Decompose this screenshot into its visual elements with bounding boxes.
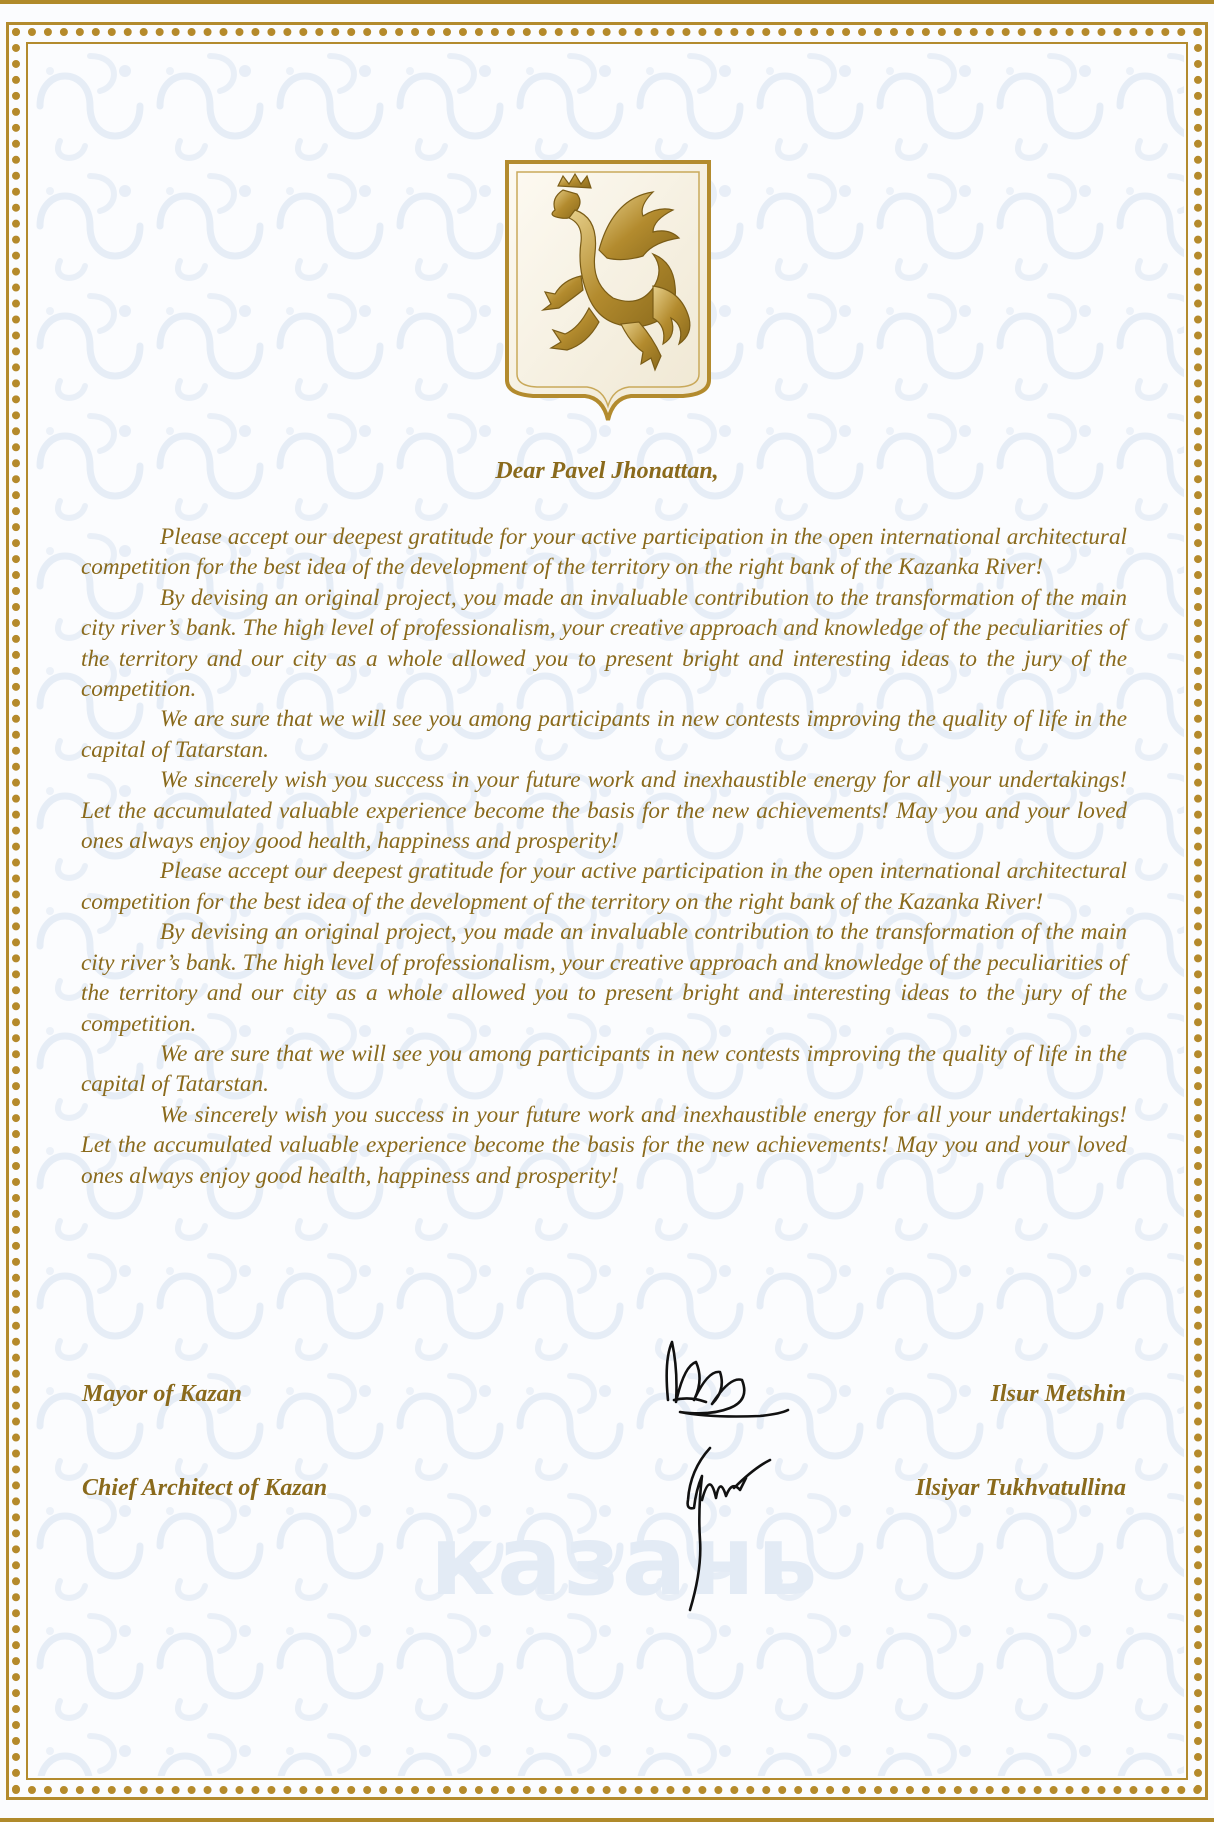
chief-architect-role: Chief Architect of Kazan xyxy=(82,1475,328,1501)
greeting: Dear Pavel Jhonattan, xyxy=(495,458,719,484)
paragraph: By devising an original project, you made an invaluable contribution to the transformation of the main city river’s bank. The high level of professionalism, your creative approach and knowledge of the peculiarities of the territory and our city as a whole allowed you to present bright and interesting ideas to the jury of the competition. xyxy=(81,919,1127,1037)
mayor-name: Ilsur Metshin xyxy=(990,1381,1126,1407)
handwritten-signatures xyxy=(650,1300,800,1630)
paragraph: We are sure that we will see you among participants in new contests improving the quality of life in the capital of Tatarstan. xyxy=(81,1040,1127,1098)
top-rule xyxy=(0,0,1214,4)
chief-architect-name: Ilsiyar Tukhvatullina xyxy=(915,1475,1126,1501)
paragraph: We sincerely wish you success in your future work and inexhaustible energy for all your undertakings! Let the accumulated valuable experience become the basis for the new achievements! May you and your loved ones always enjoy good health, happiness and prosperity! xyxy=(81,767,1127,855)
mayor-role: Mayor of Kazan xyxy=(82,1381,243,1407)
paragraph: We sincerely wish you success in your future work and inexhaustible energy for all your undertakings! Let the accumulated valuable experience become the basis for the new achievements! May you and your loved ones always enjoy good health, happiness and prosperity! xyxy=(81,1101,1127,1189)
kazan-dragon-emblem xyxy=(503,158,713,423)
paragraph: Please accept our deepest gratitude for your active participation in the open international architectural competition for the best idea of the development of the territory on the right bank of the Kazanka River! xyxy=(81,524,1127,581)
paragraph: By devising an original project, you made an invaluable contribution to the transformation of the main city river’s bank. The high level of professionalism, your creative approach and knowledge of the peculiarities of the territory and our city as a whole allowed you to present bright and interesting ideas to the jury of the competition. xyxy=(81,584,1127,703)
letter-body xyxy=(81,522,1127,1191)
paragraph: Please accept our deepest gratitude for your active participation in the open international architectural competition for the best idea of the development of the territory on the right bank of the Kazanka River! xyxy=(81,858,1127,915)
paragraph: We are sure that we will see you among participants in new contests improving the quality of life in the capital of Tatarstan. xyxy=(81,706,1127,763)
kazan-watermark: казань xyxy=(430,1505,820,1617)
bottom-rule xyxy=(0,1818,1214,1822)
